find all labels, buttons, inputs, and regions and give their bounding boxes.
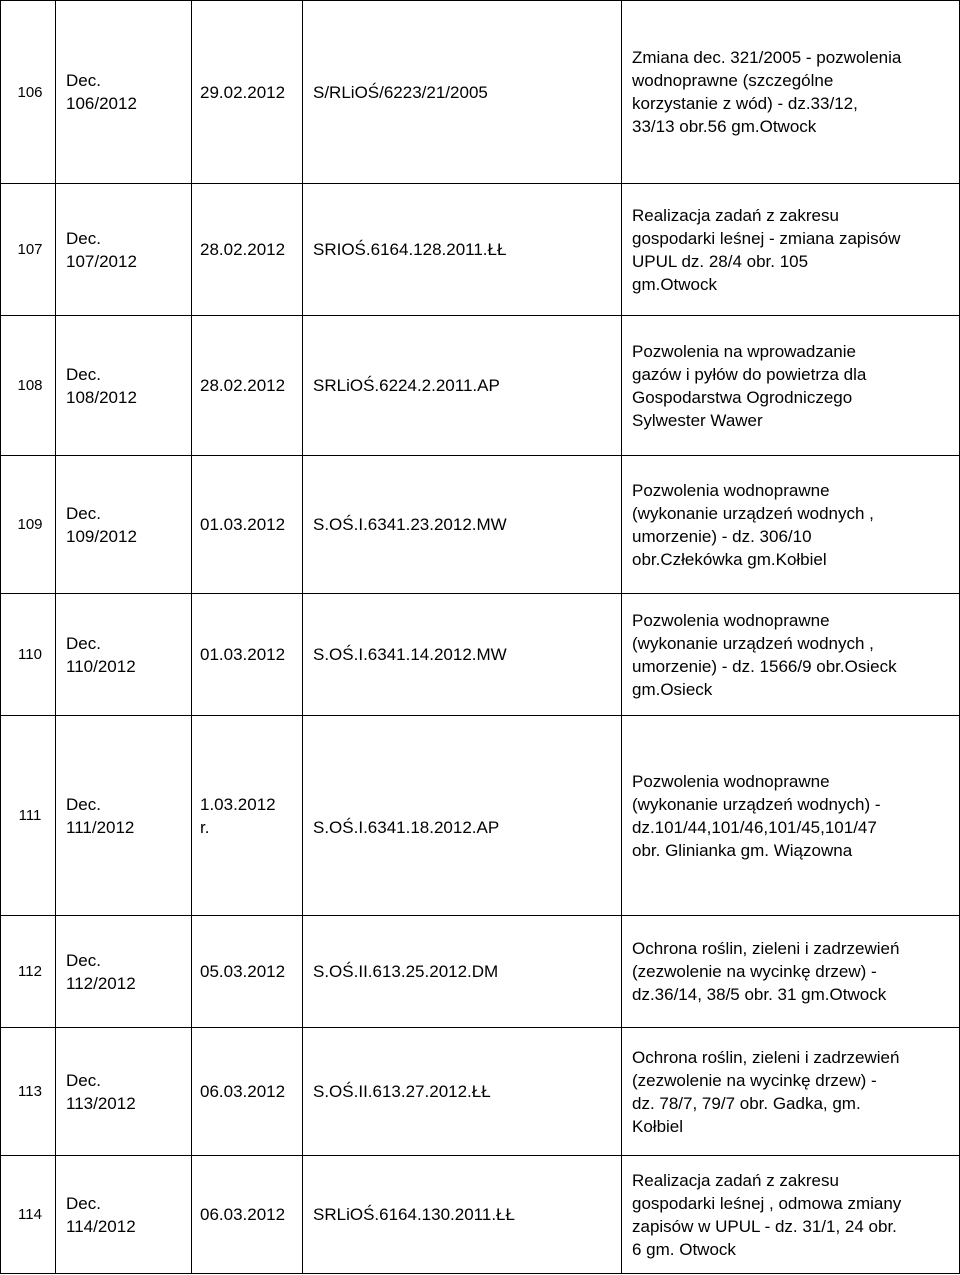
case-signature: S.OŚ.I.6341.14.2012.MW (303, 594, 622, 716)
description-line: (wykonanie urządzeń wodnych , (632, 503, 874, 523)
row-number: 108 (1, 316, 56, 456)
decision-cell (56, 916, 192, 1028)
row-number: 114 (1, 1156, 56, 1274)
case-signature: S.OŚ.I.6341.18.2012.AP (303, 716, 622, 916)
table-row (1, 184, 960, 316)
description-line: korzystanie z wód) - dz.33/12, (632, 94, 858, 113)
description-line: Gospodarstwa Ogrodniczego (632, 387, 853, 407)
decision-number: 112/2012 (66, 973, 136, 993)
case-signature: S.OŚ.II.613.25.2012.DM (303, 916, 622, 1028)
decision-label: Dec. (66, 1070, 101, 1090)
row-number: 109 (1, 456, 56, 594)
table-row (1, 916, 960, 1028)
description-cell (622, 456, 960, 594)
decision-label: Dec. (66, 794, 101, 814)
case-signature: SRLiOŚ.6164.130.2011.ŁŁ (303, 1156, 622, 1274)
table-row (1, 456, 960, 594)
row-number: 112 (1, 916, 56, 1028)
description-line: gazów i pyłów do powietrza dla (632, 364, 867, 384)
decision-label: Dec. (66, 1193, 101, 1213)
description-line: Zmiana dec. 321/2005 - pozwolenia (632, 48, 902, 67)
date-line: 05.03.2012 (200, 962, 286, 981)
table-row (1, 1156, 960, 1274)
decision-cell (56, 316, 192, 456)
decision-number: 110/2012 (66, 656, 136, 676)
description-line: dz.36/14, 38/5 obr. 31 gm.Otwock (632, 985, 887, 1004)
date-cell (192, 594, 303, 716)
date-cell (192, 1028, 303, 1156)
description-line: 33/13 obr.56 gm.Otwock (632, 117, 817, 136)
table-row (1, 316, 960, 456)
decision-number: 114/2012 (66, 1216, 136, 1236)
date-cell (192, 1, 303, 184)
description-line: Kołbiel (632, 1116, 684, 1136)
description-line: umorzenie) - dz. 1566/9 obr.Osieck (632, 656, 897, 676)
date-line: 28.02.2012 (200, 376, 286, 395)
date-line: 01.03.2012 (200, 515, 286, 534)
case-signature: S.OŚ.II.613.27.2012.ŁŁ (303, 1028, 622, 1156)
description-line: obr. Glinianka gm. Wiązowna (632, 840, 853, 860)
description-line: (zezwolenie na wycinkę drzew) - (632, 962, 877, 981)
decision-label: Dec. (66, 950, 101, 970)
description-cell (622, 1028, 960, 1156)
description-line: Sylwester Wawer (632, 410, 763, 430)
date-cell (192, 184, 303, 316)
date-cell (192, 1156, 303, 1274)
description-line: umorzenie) - dz. 306/10 (632, 526, 812, 546)
decision-cell (56, 1, 192, 184)
date-cell (192, 916, 303, 1028)
row-number: 106 (1, 1, 56, 184)
description-line: dz. 78/7, 79/7 obr. Gadka, gm. (632, 1093, 861, 1113)
decision-label: Dec. (66, 633, 101, 653)
date-cell (192, 716, 303, 916)
description-cell (622, 1156, 960, 1274)
date-cell (192, 456, 303, 594)
decision-cell (56, 184, 192, 316)
description-line: zapisów w UPUL - dz. 31/1, 24 obr. (632, 1216, 897, 1236)
description-line: gm.Osieck (632, 679, 713, 699)
row-number: 110 (1, 594, 56, 716)
date-line: 06.03.2012 (200, 1082, 286, 1101)
description-cell (622, 316, 960, 456)
row-number: 111 (1, 716, 56, 916)
decision-label: Dec. (66, 228, 101, 248)
case-signature: SRLiOŚ.6224.2.2011.AP (303, 316, 622, 456)
date-line: 1.03.2012 (200, 794, 276, 814)
table-row (1, 1, 960, 184)
description-line: Pozwolenia na wprowadzanie (632, 341, 856, 361)
date-line: 01.03.2012 (200, 645, 286, 664)
decision-number: 111/2012 (66, 817, 135, 837)
decision-number: 109/2012 (66, 526, 137, 546)
description-line: obr.Człekówka gm.Kołbiel (632, 549, 827, 569)
description-line: Ochrona roślin, zieleni i zadrzewień (632, 939, 900, 958)
decision-cell (56, 1028, 192, 1156)
decision-number: 107/2012 (66, 251, 137, 271)
description-cell (622, 716, 960, 916)
description-line: UPUL dz. 28/4 obr. 105 (632, 251, 809, 271)
description-line: 6 gm. Otwock (632, 1239, 736, 1259)
date-line: 29.02.2012 (200, 82, 286, 102)
description-line: Realizacja zadań z zakresu (632, 1170, 839, 1190)
decision-label: Dec. (66, 503, 101, 523)
case-signature: S.OŚ.I.6341.23.2012.MW (303, 456, 622, 594)
description-cell (622, 1, 960, 184)
description-line: gospodarki leśnej - zmiana zapisów (632, 228, 901, 248)
description-line: Pozwolenia wodnoprawne (632, 610, 830, 630)
description-line: (zezwolenie na wycinkę drzew) - (632, 1070, 877, 1090)
description-line: Pozwolenia wodnoprawne (632, 480, 830, 500)
description-line: (wykonanie urządzeń wodnych) - (632, 794, 881, 814)
row-number: 107 (1, 184, 56, 316)
description-line: dz.101/44,101/46,101/45,101/47 (632, 817, 877, 837)
decision-number: 108/2012 (66, 387, 137, 407)
description-line: wodnoprawne (szczególne (632, 71, 834, 90)
case-signature: SRIOŚ.6164.128.2011.ŁŁ (303, 184, 622, 316)
description-cell (622, 916, 960, 1028)
table-row (1, 1028, 960, 1156)
description-line: Realizacja zadań z zakresu (632, 205, 839, 225)
decision-cell (56, 1156, 192, 1274)
description-cell (622, 594, 960, 716)
date-cell (192, 316, 303, 456)
table-row (1, 716, 960, 916)
decision-number: 106/2012 (66, 94, 137, 113)
description-line: Pozwolenia wodnoprawne (632, 771, 830, 791)
decision-cell (56, 594, 192, 716)
date-line: 06.03.2012 (200, 1205, 286, 1224)
case-signature: S/RLiOŚ/6223/21/2005 (303, 1, 622, 184)
date-line: 28.02.2012 (200, 240, 286, 259)
description-cell (622, 184, 960, 316)
description-line: Ochrona roślin, zieleni i zadrzewień (632, 1047, 900, 1067)
description-line: gm.Otwock (632, 274, 718, 294)
date-line: r. (200, 817, 210, 837)
decision-label: Dec. (66, 71, 101, 90)
table-row (1, 594, 960, 716)
description-line: gospodarki leśnej , odmowa zmiany (632, 1193, 902, 1213)
decision-number: 113/2012 (66, 1093, 136, 1113)
decision-cell (56, 716, 192, 916)
description-line: (wykonanie urządzeń wodnych , (632, 633, 874, 653)
row-number: 113 (1, 1028, 56, 1156)
decision-cell (56, 456, 192, 594)
decision-label: Dec. (66, 364, 101, 384)
